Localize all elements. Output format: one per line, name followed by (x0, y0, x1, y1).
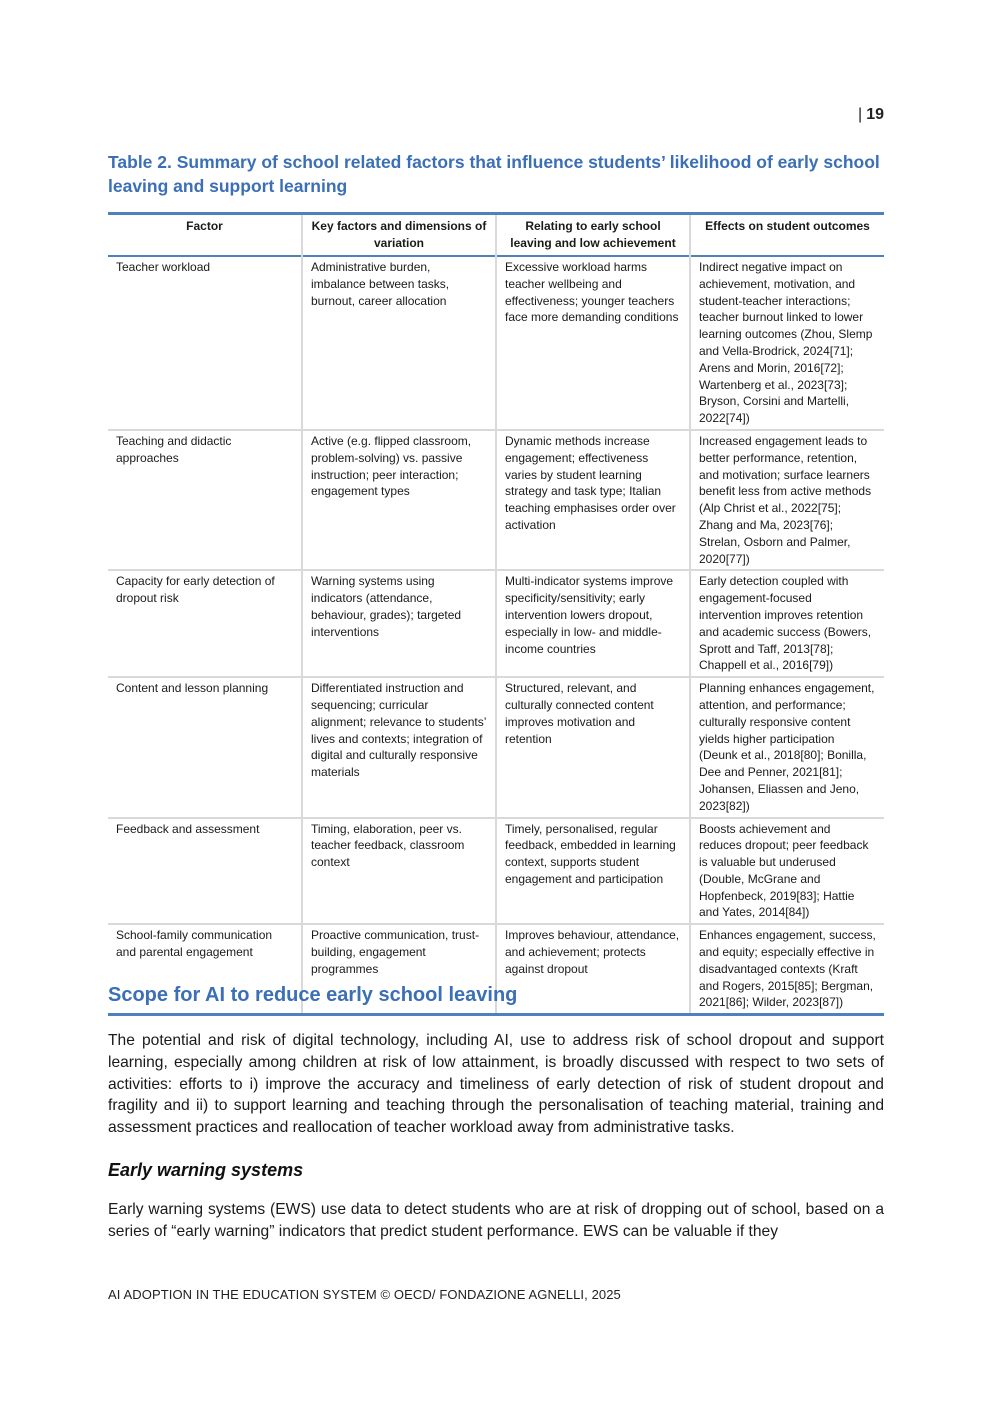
table-row (108, 818, 884, 925)
effects-cell: Increased engagement leads to better performance, retention, and motivation; surface learners benefit less from active methods (Alp Christ et al., 2022[75]; Zhang and Ma, 2023[76]; Strelan, Osborn and Palmer, 2020[77]) (690, 430, 884, 570)
relating-cell: Multi-indicator systems improve specificity/sensitivity; early intervention lowers dropout, especially in low- and middle-income countries (496, 570, 690, 677)
key-cell: Active (e.g. flipped classroom, problem-solving) vs. passive instruction; peer interaction; engagement types (302, 430, 496, 570)
effects-cell: Enhances engagement, success, and equity; especially effective in disadvantaged contexts (Kraft and Rogers, 2015[85]; Bergman, 2021[86]; Wilder, 2023[87]) (690, 924, 884, 1014)
table-row (108, 430, 884, 570)
relating-cell: Excessive workload harms teacher wellbeing and effectiveness; younger teachers face more demanding conditions (496, 256, 690, 430)
key-cell: Differentiated instruction and sequencing; curricular alignment; relevance to students’ lives and contexts; integration of digital and culturally responsive materials (302, 677, 496, 817)
page-number-value: 19 (866, 106, 884, 123)
effects-cell: Boosts achievement and reduces dropout; peer feedback is valuable but underused (Double, McGrane and Hopfenbeck, 2019[83]; Hattie and Yates, 2014[84]) (690, 818, 884, 925)
factor-cell: Feedback and assessment (108, 818, 302, 925)
table-header-row (108, 214, 884, 257)
body-paragraph: The potential and risk of digital technology, including AI, use to address risk of school dropout and support learning, especially among children at risk of low attainment, is broadly discussed with respect to two sets of activities: efforts to i) improve the accuracy and timeliness of early detection of risk of student dropout and fragility and ii) to support learning and teaching through the personalisation of teaching material, training and assessment practices and reallocation of teacher workload away from administrative tasks. (108, 1032, 884, 1137)
table-caption: Table 2. Summary of school related factors that influence students’ likelihood of early school leaving and support learning (108, 152, 880, 196)
page-number: | 19 (858, 106, 884, 123)
effects-cell: Early detection coupled with engagement-focused intervention improves retention and academic success (Bowers, Sprott and Taff, 2013[78]; Chappell et al., 2016[79]) (690, 570, 884, 677)
factor-cell: Teacher workload (116, 260, 211, 274)
section-heading: Scope for AI to reduce early school leaving (108, 984, 518, 1006)
key-cell: Proactive communication, trust-building, engagement programmes (302, 924, 496, 1014)
table-row (108, 677, 884, 817)
column-header: Key factors and dimensions of variation (302, 214, 496, 257)
key-cell: Administrative burden, imbalance between tasks, burnout, career allocation (302, 256, 496, 430)
key-cell: Warning systems using indicators (attendance, behaviour, grades); targeted interventions (302, 570, 496, 677)
factor-cell: Teaching and didactic approaches (108, 430, 302, 570)
page-footer: AI ADOPTION IN THE EDUCATION SYSTEM © OECD/ FONDAZIONE AGNELLI, 2025 (108, 1287, 621, 1302)
column-header: Factor (186, 219, 223, 233)
column-header: Effects on student outcomes (690, 214, 884, 257)
factor-cell: Content and lesson planning (108, 677, 302, 817)
factor-cell: Capacity for early detection of dropout risk (108, 570, 302, 677)
factor-cell: School-family communication and parental engagement (108, 924, 302, 1014)
table-row (108, 570, 884, 677)
relating-cell: Dynamic methods increase engagement; effectiveness varies by student learning strategy and task type; Italian teaching emphasises order over activation (496, 430, 690, 570)
factors-table (108, 212, 884, 1016)
relating-cell: Structured, relevant, and culturally connected content improves motivation and retention (496, 677, 690, 817)
effects-cell: Indirect negative impact on achievement, motivation, and student-teacher interactions; teacher burnout linked to lower learning outcomes (Zhou, Slemp and Vella-Brodrick, 2024[71]; Arens and Morin, 2016[72]; Wartenberg et al., 2023[73]; Bryson, Corsini and Martelli, 2022[74]) (690, 256, 884, 430)
column-header: Relating to early school leaving and low achievement (496, 214, 690, 257)
effects-cell: Planning enhances engagement, attention, and performance; culturally responsive content yields higher participation (Deunk et al., 2018[80]; Bonilla, Dee and Penner, 2021[81]; Johansen, Eliassen and Jeno, 2023[82]) (690, 677, 884, 817)
body-paragraph: Early warning systems (EWS) use data to detect students who are at risk of dropping out of school, based on a series of “early warning” indicators that predict student performance. EWS can be valuable if they (108, 1201, 884, 1240)
relating-cell: Timely, personalised, regular feedback, embedded in learning context, supports student engagement and participation (496, 818, 690, 925)
key-cell: Timing, elaboration, peer vs. teacher feedback, classroom context (302, 818, 496, 925)
relating-cell: Improves behaviour, attendance, and achievement; protects against dropout (496, 924, 690, 1014)
subsection-heading: Early warning systems (108, 1160, 304, 1180)
table-row (108, 256, 884, 430)
